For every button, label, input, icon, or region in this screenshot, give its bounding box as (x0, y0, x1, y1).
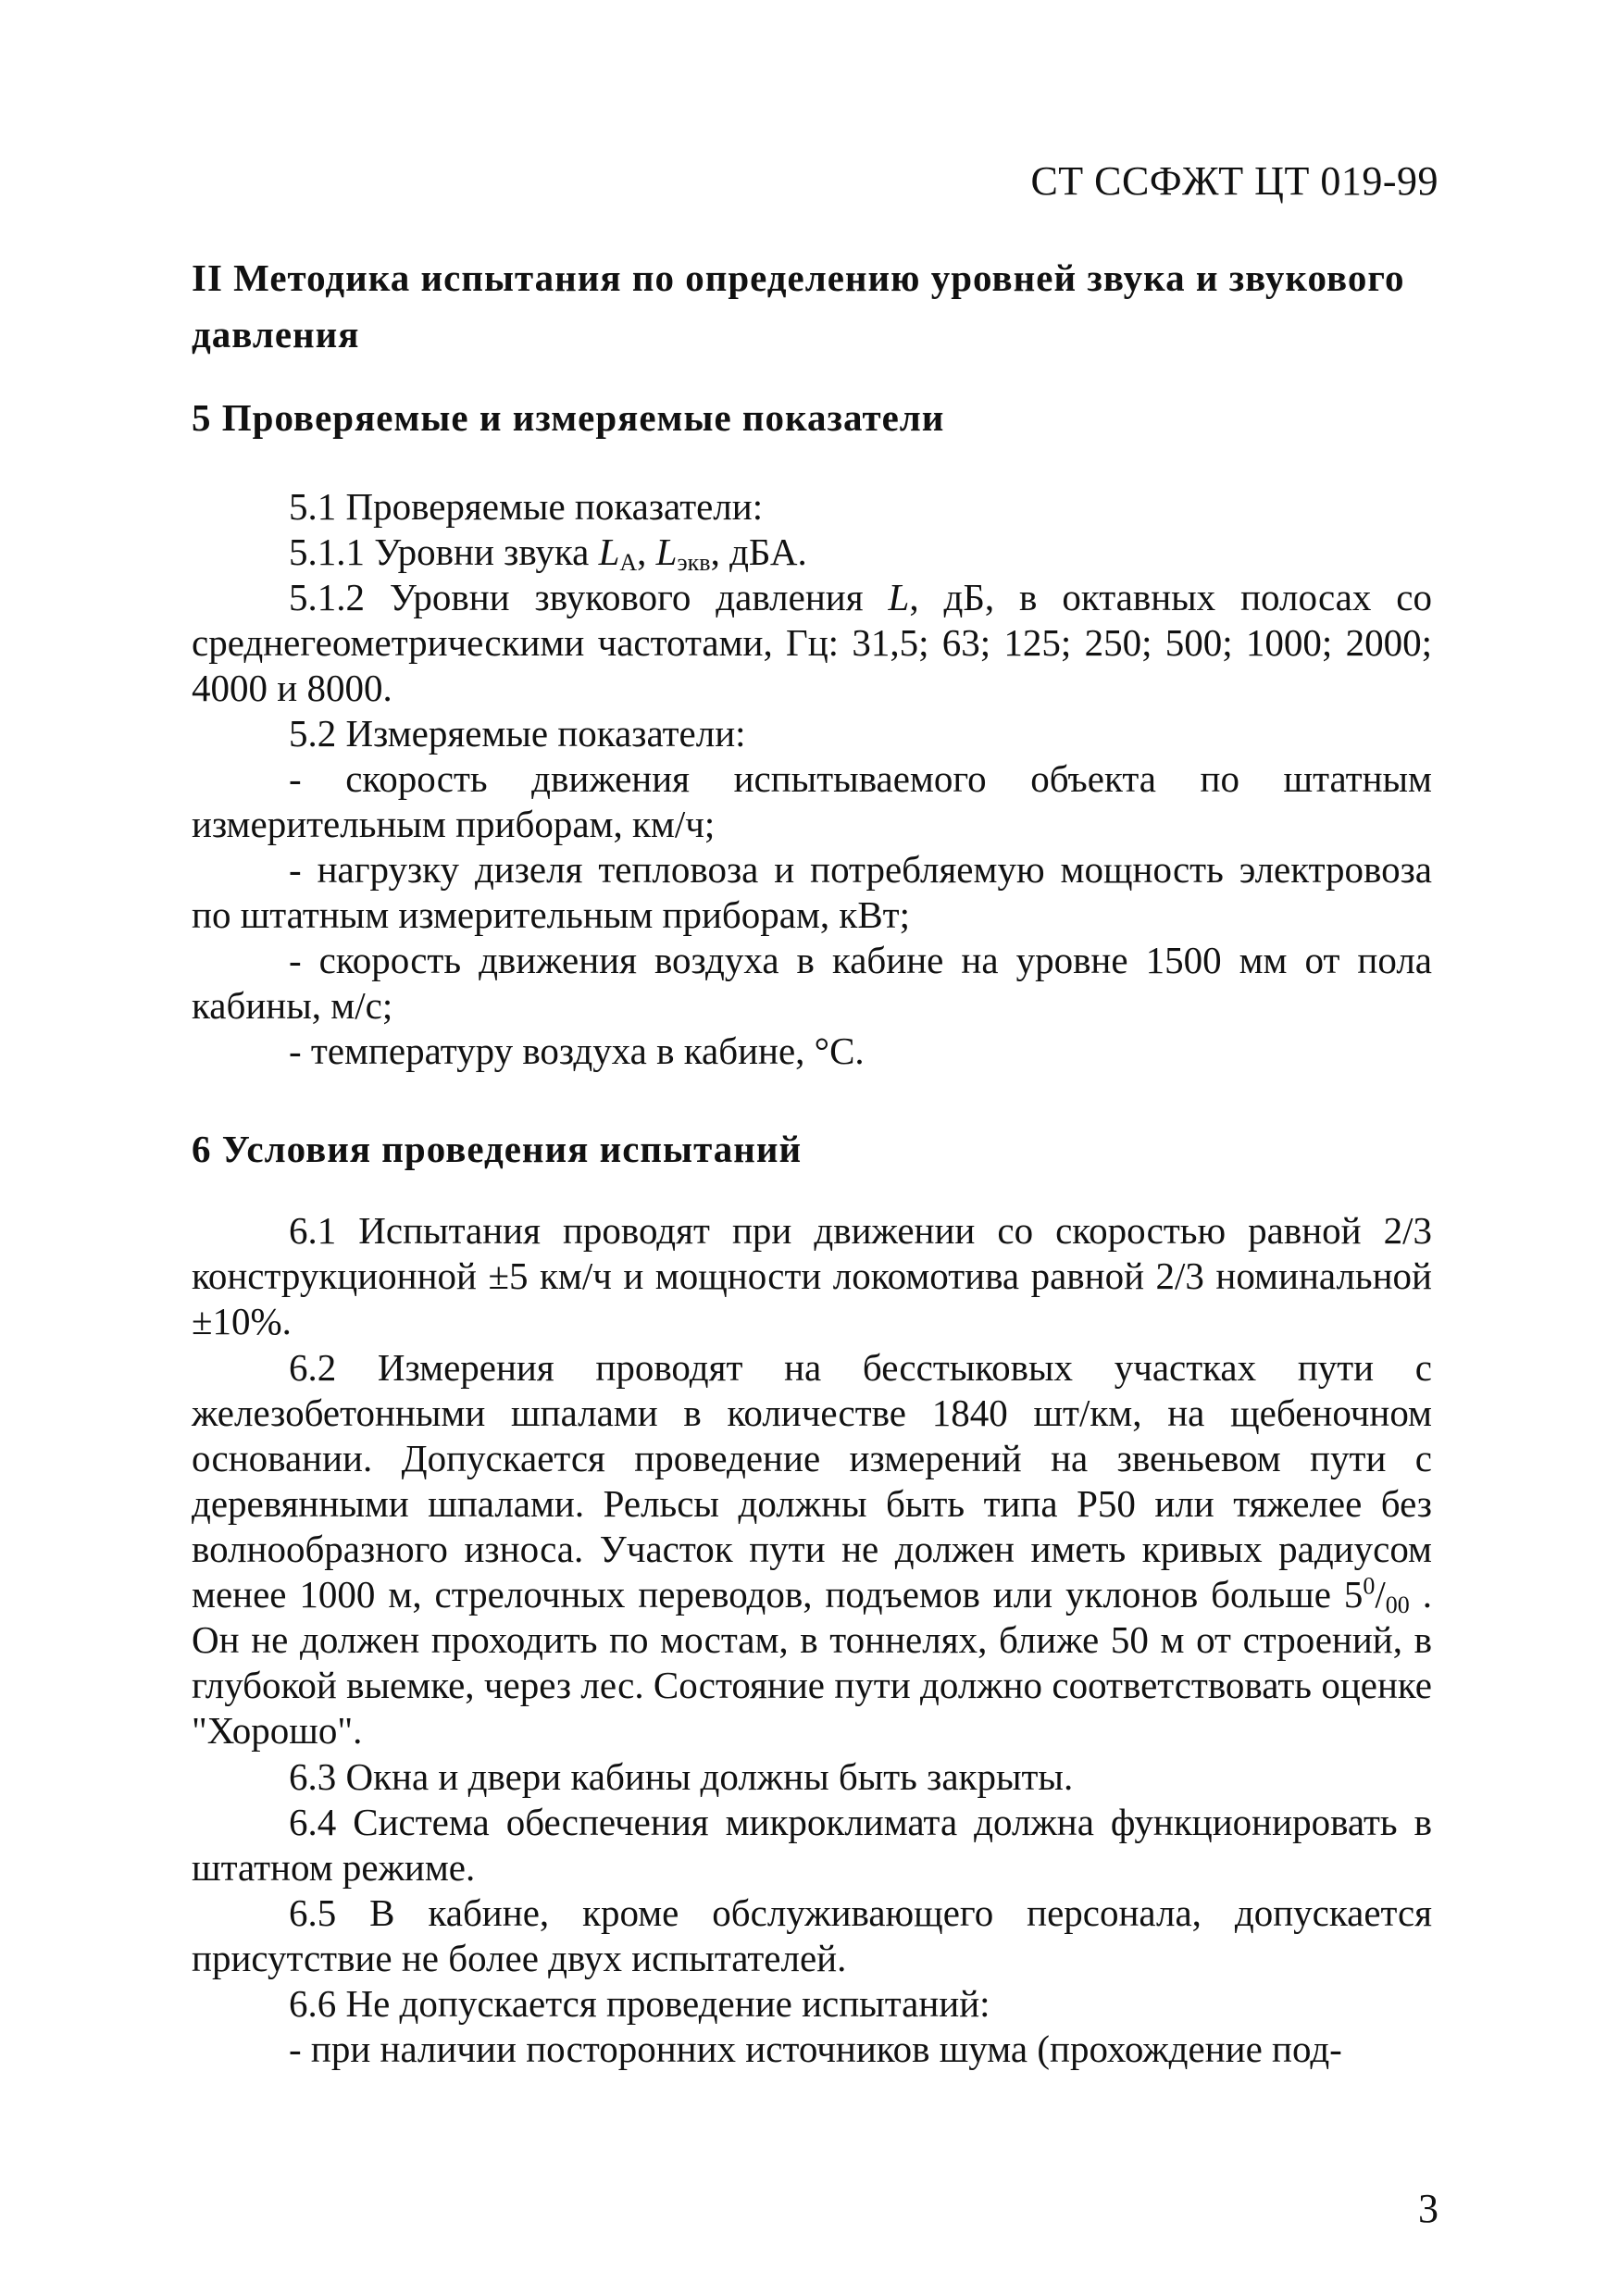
p62-main: 6.2 Измерения проводят на бесстыковых участках пути с железобетонными шпалами в количестве 1840 шт/км, на щебеночном основании. Допускается проведение измерений на звеньевом пути с деревянными шпалами. Рельсы должны быть типа Р50 или тяжелее без волнообразного износа. Участок пути не должен иметь кривых радиусом менее 1000 м, стрелочных переводов, подъемов или уклонов больше 5 (192, 1346, 1432, 1616)
paragraph-6-2: 6.2 Измерения проводят на бесстыковых участках пути с железобетонными шпалами в количестве 1840 шт/км, на щебеночном основании. Допускается проведение измерений на звеньевом пути с деревянными шпалами. Рельсы должны быть типа Р50 или тяжелее без волнообразного износа. Участок пути не должен иметь кривых радиусом менее 1000 м, стрелочных переводов, подъемов или уклонов больше $5^0/_{00}$ . Он не должен проходить по мостам, в тоннелях, ближе 50 м от строений, в глубокой выемке, через лес. Состояние пути должно соответствовать оценке "Хорошо". (192, 1346, 1433, 1752)
p62-superscript: 0 (1363, 1572, 1376, 1600)
section-6-title: 6 Условия проведения испытаний (192, 1128, 803, 1170)
list-item-temperature: - температуру воздуха в кабине, °С. (289, 1029, 865, 1072)
l-symbol-3: L (888, 576, 910, 618)
list-item-load: - нагрузку дизеля тепловоза и потребляемую мощность электровоза по штатным измерительным приборам, кВт; (192, 848, 1432, 936)
paragraph-6-1: 6.1 Испытания проводят при движении со скоростью равной 2/3 конструкционной ±5 км/ч и мощности локомотива равной 2/3 номинальной ±10%. (192, 1209, 1432, 1342)
paragraph-6-4: 6.4 Система обеспечения микроклимата должна функционировать в штатном режиме. (192, 1801, 1432, 1889)
paragraph-6-3: 6.3 Окна и двери кабины должны быть закрыты. (289, 1755, 1074, 1798)
list-item-air-speed: - скорость движения воздуха в кабине на уровне 1500 мм от пола кабины, м/с; (192, 939, 1432, 1027)
paragraph-5-1-1: 5.1.1 Уровни звука $L_A$, $L_{экв}$, дБА. (289, 530, 807, 576)
paragraph-6-6-item: - при наличии посторонних источников шума (прохождение под- (289, 2028, 1342, 2070)
page-number: 3 (1418, 2186, 1438, 2231)
p512-suffix: , дБ, в октавных полосах со среднегеометрическими частотами, Гц: 31,5; 63; 125; 250; 500; 1000; 2000; 4000 и 8000. (192, 576, 1432, 709)
p511-suffix: дБА. (729, 530, 807, 573)
p62-rest: . Он не должен проходить по мостам, в тоннелях, ближе 50 м от строений, в глубокой выемке, через лес. Состояние пути должно соответствовать оценке "Хорошо". (192, 1573, 1433, 1752)
paragraph-6-5: 6.5 В кабине, кроме обслуживающего персонала, допускается присутствие не более двух испытателей. (192, 1891, 1432, 1979)
p62-subscript: 00 (1385, 1591, 1410, 1618)
subscript-a: A (619, 549, 638, 576)
list-item-speed: - скорость движения испытываемого объекта по штатным измерительным приборам, км/ч; (192, 757, 1432, 845)
subscript-ekv: экв (677, 549, 711, 576)
paragraph-5-1-2 (192, 575, 1432, 711)
document-code: СТ ССФЖТ ЦТ 019-99 (1030, 158, 1438, 204)
section-5-title: 5 Проверяемые и измеряемые показатели (192, 396, 945, 439)
p512-prefix: 5.1.2 Уровни звукового давления (289, 576, 889, 618)
l-symbol-2: L (655, 530, 678, 573)
section-ii-title: II Методика испытания по определению уровней звука и звукового давления (192, 256, 1405, 356)
p511-prefix: 5.1.1 Уровни звука (289, 530, 599, 573)
paragraph-5-2: 5.2 Измеряемые показатели: (289, 712, 746, 755)
paragraph-6-6: 6.6 Не допускается проведение испытаний: (289, 1982, 990, 2025)
paragraph-5-1: 5.1 Проверяемые показатели: (289, 485, 764, 528)
l-symbol: L (598, 530, 620, 573)
